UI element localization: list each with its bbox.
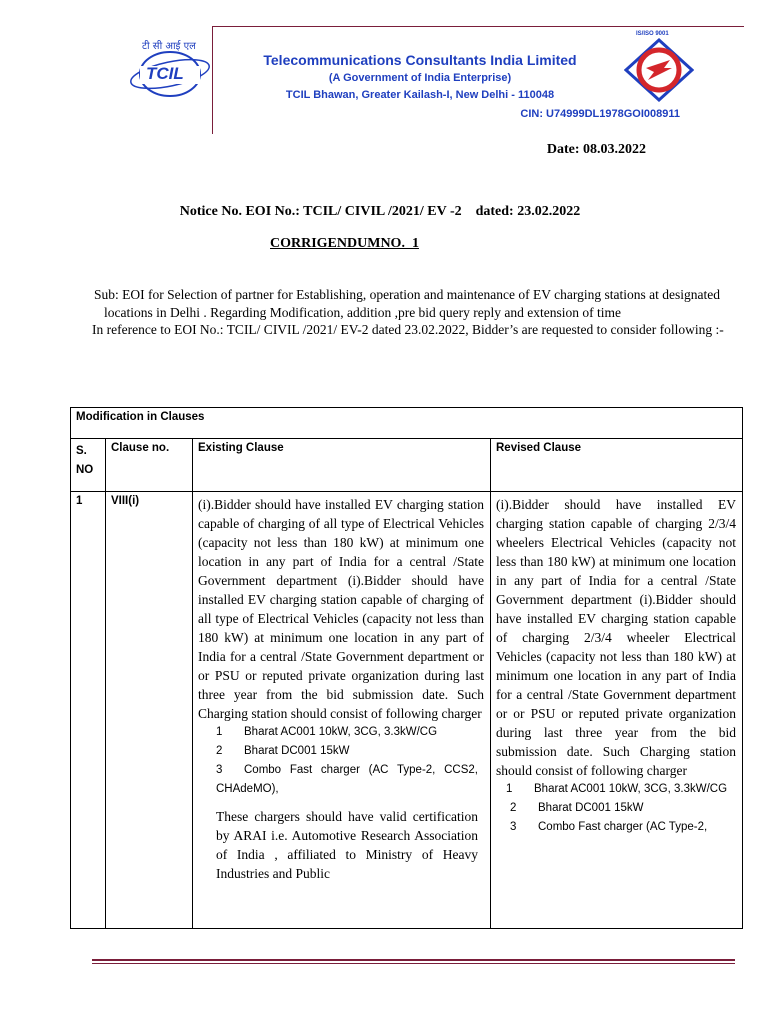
header-existing: Existing Clause	[193, 439, 491, 492]
existing-clause-text: (i).Bidder should have installed EV charging station capable of charging of all type of Electrical Vehicles (capacity not less than 180 kW) at minimum one location in any part of India for a central /State Government department (i).Bidder should have installed EV charging station capable of charging of all type of Electrical Vehicles (capacity not less than 180 kW) at minimum one location in any part of India for a central /State Government department or or PSU or reputed private organization during last three year from the bid submission date. Such Charging station should consist of following charger	[198, 497, 484, 721]
logo-hindi-text: टी सी आई एल	[142, 41, 196, 52]
row-sno: 1	[71, 492, 106, 929]
subject-block	[94, 286, 734, 339]
revised-list-item: 3 Combo Fast charger (AC Type-2,	[510, 821, 708, 833]
footer-rule	[92, 959, 735, 961]
header-revised: Revised Clause	[491, 439, 743, 492]
existing-list-item: 2 Bharat DC001 15kW	[216, 745, 350, 757]
row-existing-clause	[193, 492, 491, 929]
row-revised-clause	[491, 492, 743, 929]
company-address: TCIL Bhawan, Greater Kailash-I, New Delhi - 110048	[285, 89, 555, 101]
letterhead-top-rule	[212, 26, 744, 27]
letterhead-divider	[212, 26, 213, 134]
logo-text: TCIL	[146, 64, 184, 83]
row-clause: VIII(i)	[106, 492, 193, 929]
subject-text: Sub: EOI for Selection of partner for Establishing, operation and maintenance of EV charging stations at designated locations in Delhi . Regarding Modification, addition ,pre bid query reply and extension of time	[94, 287, 720, 320]
footer-rule-thin	[92, 963, 735, 964]
tcil-logo	[128, 34, 212, 104]
header-clause: Clause no.	[106, 439, 193, 492]
table-header-row	[71, 439, 743, 492]
revised-list-item: 2 Bharat DC001 15kW	[510, 802, 644, 814]
notice-line: Notice No. EOI No.: TCIL/ CIVIL /2021/ EV -2 dated: 23.02.2022	[179, 204, 581, 219]
revised-list-item: 1 Bharat AC001 10kW, 3CG, 3.3kW/CG	[506, 783, 728, 795]
header-sno: S. NO	[71, 439, 106, 492]
corrigendum-title: CORRIGENDUMNO. 1	[270, 236, 419, 251]
company-name: Telecommunications Consultants India Limited	[263, 52, 577, 68]
modification-table	[70, 407, 743, 929]
cin-number: CIN: U74999DL1978GOI008911	[520, 108, 680, 120]
table-caption: Modification in Clauses	[71, 408, 743, 439]
table-row	[71, 492, 743, 929]
iso-label: IS/ISO 9001	[636, 31, 669, 37]
reference-text: In reference to EOI No.: TCIL/ CIVIL /2021/ EV-2 dated 23.02.2022, Bidder’s are requested to consider following :-	[92, 322, 724, 337]
revised-clause-text: (i).Bidder should have installed EV charging station capable of charging 2/3/4 wheelers Electrical Vehicles (capacity not less than 180 kW) at minimum one location in any part of India for a central /State Government department (i).Bidder should have installed EV charging station capable of charging 2/3/4 wheeler Electrical Vehicles (capacity not less than 180 kW) at minimum one location in any part of India for a central /State Government department or or PSU or reputed private organization during last three year from the bid submission date. Such Charging station should consist of following charger	[496, 497, 736, 778]
document-date: Date: 08.03.2022	[546, 142, 646, 157]
iso-logo-icon	[624, 38, 694, 102]
existing-clause-note: These chargers should have valid certification by ARAI i.e. Automotive Research Association of India , affiliated to Ministry of Heavy Industries and Public	[216, 809, 478, 881]
govt-enterprise-line: (A Government of India Enterprise)	[328, 72, 512, 84]
existing-list-item: 3 Combo Fast charger (AC Type-2, CCS2, CHAdeMO),	[216, 764, 478, 795]
existing-list-item: 1 Bharat AC001 10kW, 3CG, 3.3kW/CG	[216, 726, 438, 738]
